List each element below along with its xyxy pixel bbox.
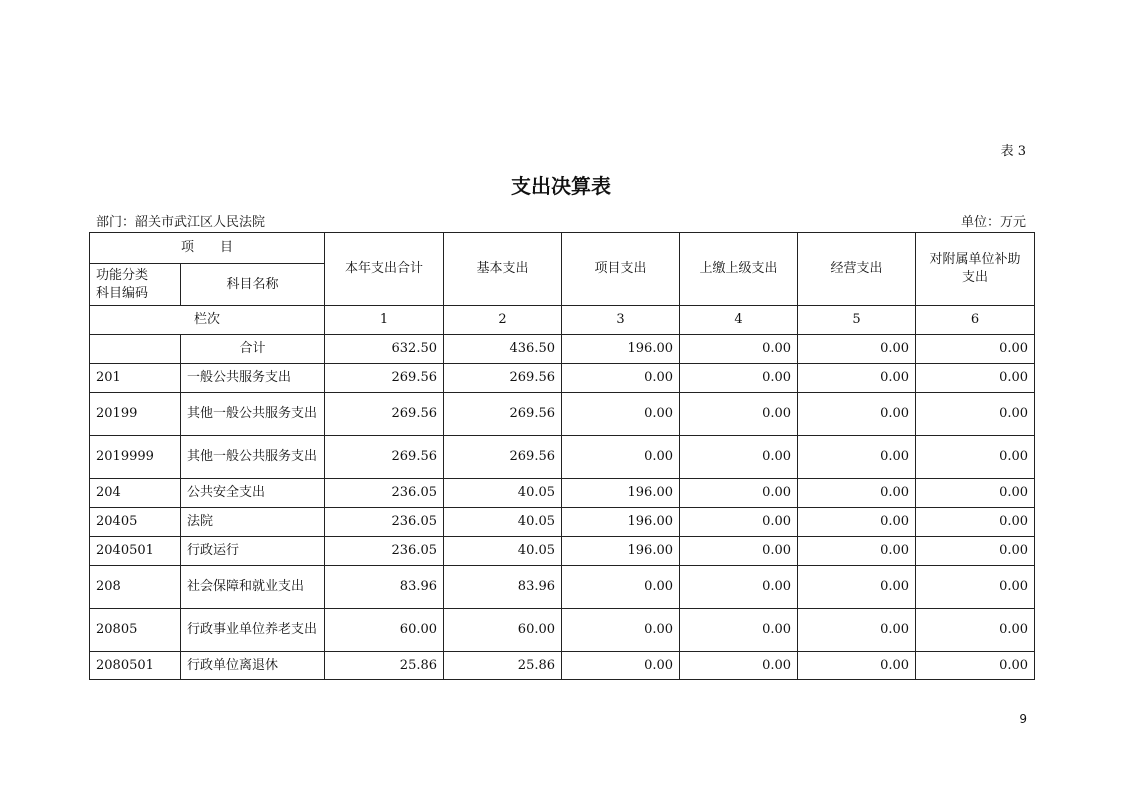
unit-label: 单位：万元 xyxy=(960,215,1026,230)
row-value: 40.05 xyxy=(444,508,562,537)
row-value: 0.00 xyxy=(680,479,798,508)
row-code xyxy=(90,335,181,364)
row-value: 196.00 xyxy=(562,335,680,364)
row-value: 236.05 xyxy=(325,508,444,537)
row-code: 204 xyxy=(90,479,181,508)
row-value: 0.00 xyxy=(916,436,1035,479)
row-name: 行政运行 xyxy=(181,537,325,566)
row-value: 436.50 xyxy=(444,335,562,364)
row-value: 25.86 xyxy=(325,652,444,680)
table-row xyxy=(90,393,1035,436)
row-value: 269.56 xyxy=(325,393,444,436)
row-code: 20199 xyxy=(90,393,181,436)
row-name: 社会保障和就业支出 xyxy=(181,566,325,609)
index-col: 1 xyxy=(325,306,444,335)
row-value: 0.00 xyxy=(798,508,916,537)
row-value: 0.00 xyxy=(680,537,798,566)
index-col: 2 xyxy=(444,306,562,335)
row-value: 40.05 xyxy=(444,479,562,508)
row-value: 25.86 xyxy=(444,652,562,680)
row-name: 行政单位离退休 xyxy=(181,652,325,680)
header-subject-name: 科目名称 xyxy=(181,264,325,306)
row-value: 269.56 xyxy=(444,393,562,436)
page-title: 支出决算表 xyxy=(511,174,611,198)
row-value: 269.56 xyxy=(444,436,562,479)
row-value: 0.00 xyxy=(562,393,680,436)
row-value: 0.00 xyxy=(798,364,916,393)
row-value: 0.00 xyxy=(916,609,1035,652)
table-row xyxy=(90,436,1035,479)
row-value: 0.00 xyxy=(680,652,798,680)
row-value: 0.00 xyxy=(916,566,1035,609)
row-value: 0.00 xyxy=(562,652,680,680)
row-value: 0.00 xyxy=(798,436,916,479)
index-col: 3 xyxy=(562,306,680,335)
row-value: 0.00 xyxy=(798,652,916,680)
row-name: 法院 xyxy=(181,508,325,537)
row-value: 83.96 xyxy=(325,566,444,609)
header-upper: 上缴上级支出 xyxy=(680,233,798,306)
row-value: 0.00 xyxy=(562,364,680,393)
row-value: 0.00 xyxy=(798,537,916,566)
row-code: 201 xyxy=(90,364,181,393)
row-value: 632.50 xyxy=(325,335,444,364)
row-code: 20805 xyxy=(90,609,181,652)
header-subsidy: 对附属单位补助 支出 xyxy=(916,233,1035,306)
table-row xyxy=(90,479,1035,508)
index-row xyxy=(90,306,1035,335)
header-item: 项 目 xyxy=(90,233,325,264)
row-value: 0.00 xyxy=(916,393,1035,436)
row-value: 0.00 xyxy=(916,335,1035,364)
table-row xyxy=(90,508,1035,537)
row-code: 2019999 xyxy=(90,436,181,479)
expenditure-table xyxy=(89,232,1035,680)
row-value: 0.00 xyxy=(798,479,916,508)
row-value: 0.00 xyxy=(562,566,680,609)
row-code: 20405 xyxy=(90,508,181,537)
index-label: 栏次 xyxy=(90,306,325,335)
table-row xyxy=(90,609,1035,652)
header-project: 项目支出 xyxy=(562,233,680,306)
table-row xyxy=(90,652,1035,680)
row-value: 269.56 xyxy=(444,364,562,393)
row-value: 0.00 xyxy=(680,609,798,652)
row-name: 其他一般公共服务支出 xyxy=(181,393,325,436)
row-value: 0.00 xyxy=(680,364,798,393)
row-value: 196.00 xyxy=(562,508,680,537)
row-code: 208 xyxy=(90,566,181,609)
row-name: 行政事业单位养老支出 xyxy=(181,609,325,652)
page-number: 9 xyxy=(1019,712,1027,726)
row-name: 一般公共服务支出 xyxy=(181,364,325,393)
row-value: 0.00 xyxy=(680,508,798,537)
table-number: 表 3 xyxy=(1000,144,1026,159)
index-col: 5 xyxy=(798,306,916,335)
index-col: 4 xyxy=(680,306,798,335)
header-func-code: 功能分类 科目编码 xyxy=(90,264,181,306)
row-value: 269.56 xyxy=(325,364,444,393)
row-name: 合计 xyxy=(181,335,325,364)
row-value: 60.00 xyxy=(444,609,562,652)
row-value: 0.00 xyxy=(798,609,916,652)
table-row xyxy=(90,364,1035,393)
row-value: 83.96 xyxy=(444,566,562,609)
row-value: 236.05 xyxy=(325,479,444,508)
row-value: 0.00 xyxy=(680,436,798,479)
row-value: 0.00 xyxy=(916,537,1035,566)
row-value: 196.00 xyxy=(562,479,680,508)
row-code: 2080501 xyxy=(90,652,181,680)
row-value: 0.00 xyxy=(916,364,1035,393)
row-value: 40.05 xyxy=(444,537,562,566)
header-business: 经营支出 xyxy=(798,233,916,306)
row-value: 0.00 xyxy=(798,335,916,364)
row-code: 2040501 xyxy=(90,537,181,566)
row-value: 0.00 xyxy=(798,393,916,436)
department-label: 部门：韶关市武江区人民法院 xyxy=(96,215,266,230)
index-col: 6 xyxy=(916,306,1035,335)
table-row xyxy=(90,566,1035,609)
row-name: 其他一般公共服务支出 xyxy=(181,436,325,479)
row-value: 0.00 xyxy=(562,609,680,652)
table-row xyxy=(90,537,1035,566)
row-name: 公共安全支出 xyxy=(181,479,325,508)
row-value: 196.00 xyxy=(562,537,680,566)
row-value: 0.00 xyxy=(916,652,1035,680)
row-value: 0.00 xyxy=(916,479,1035,508)
row-value: 0.00 xyxy=(798,566,916,609)
row-value: 0.00 xyxy=(916,508,1035,537)
header-total: 本年支出合计 xyxy=(325,233,444,306)
header-basic: 基本支出 xyxy=(444,233,562,306)
row-value: 0.00 xyxy=(680,335,798,364)
row-value: 0.00 xyxy=(680,393,798,436)
table-row xyxy=(90,335,1035,364)
row-value: 236.05 xyxy=(325,537,444,566)
row-value: 0.00 xyxy=(562,436,680,479)
row-value: 60.00 xyxy=(325,609,444,652)
row-value: 0.00 xyxy=(680,566,798,609)
row-value: 269.56 xyxy=(325,436,444,479)
